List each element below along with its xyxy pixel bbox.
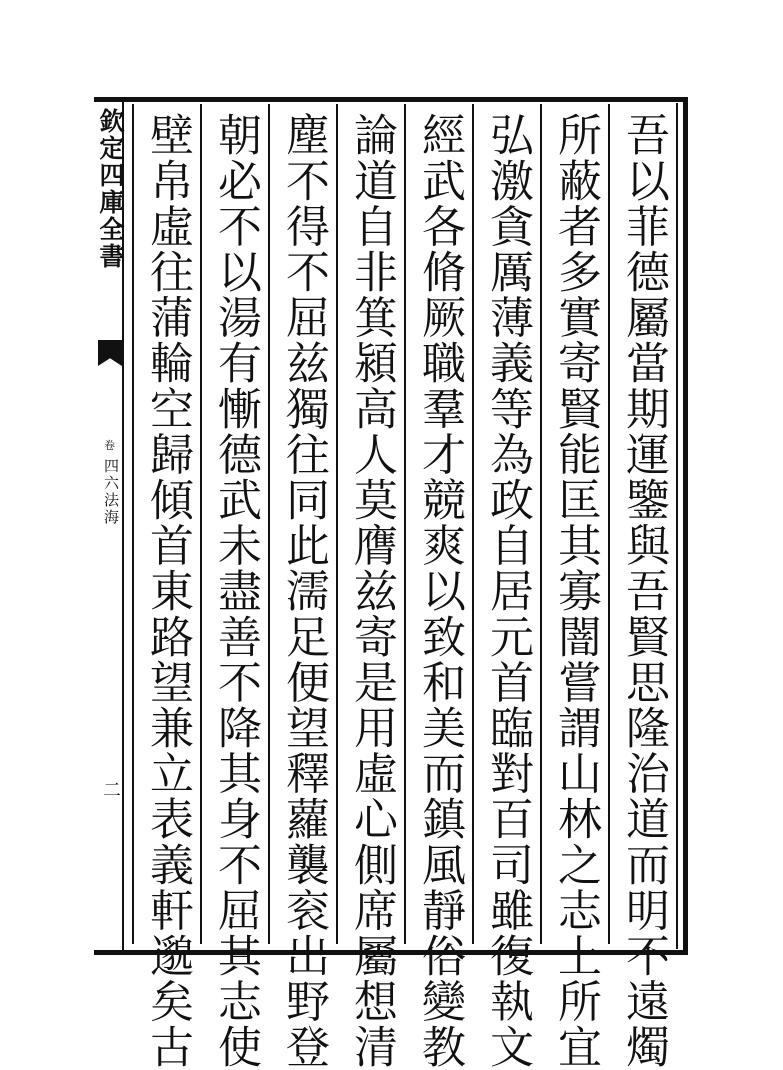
column-text: 吾以菲德屬當期運鑒與吾賢思隆治道而明不遠燭: [618, 112, 669, 1070]
frame-inner-line: [676, 103, 678, 949]
column-text: 論道自非箕潁高人莫膺兹寄是用虛心側席屬想清: [346, 112, 397, 1070]
book-title: 四六法海: [102, 458, 120, 526]
text-column-1: [608, 104, 676, 1070]
column-text: 弘激貪厲薄義等為政自居元首臨對百司雖復執文: [482, 112, 533, 1070]
text-column-8: [132, 104, 200, 1070]
column-text: 塵不得不屈兹獨往同此濡足便望釋蘿襲衮出野登: [278, 112, 329, 1070]
collection-title: 欽定四庫全書: [96, 108, 125, 270]
juan-marker: 卷: [104, 439, 115, 452]
text-column-7: [200, 104, 268, 1070]
text-column-4: [404, 104, 472, 1070]
text-column-5: [336, 104, 404, 1070]
text-column-3: [472, 104, 540, 1070]
text-column-6: [268, 104, 336, 1070]
column-text: 朝必不以湯有慚德武未盡善不降其身不屈其志使: [210, 112, 261, 1070]
text-column-2: [540, 104, 608, 1070]
column-text: 壁帛虛往蒲輪空歸傾首東路望兼立表義軒邈矣古: [142, 112, 193, 1070]
column-text: 所蔽者多實寄賢能匡其寡闇嘗謂山林之志上所宜: [550, 112, 601, 1070]
column-text: 經武各脩厥職羣才競爽以致和美而鎮風靜俗變教: [414, 112, 465, 1070]
page-number: 二: [100, 780, 121, 798]
